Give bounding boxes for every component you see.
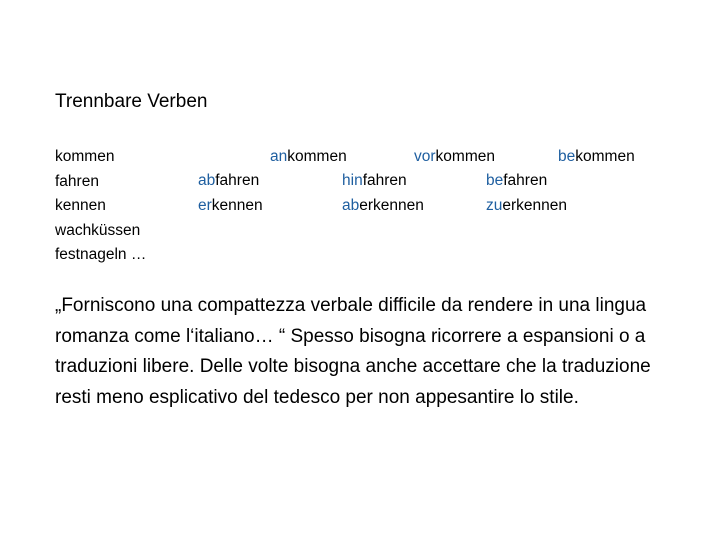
verb-stem: kommen xyxy=(575,148,635,165)
verb-stem: erkennen xyxy=(502,197,568,214)
compound-verb xyxy=(270,145,347,169)
base-verb-list xyxy=(55,145,146,268)
compound-verb xyxy=(198,169,259,193)
base-verb: kennen xyxy=(55,197,106,214)
compound-verb xyxy=(198,194,263,218)
verb-prefix: ab xyxy=(198,172,216,189)
base-verb: fahren xyxy=(55,172,99,190)
verb-prefix: ab xyxy=(342,197,360,214)
verb-stem: kennen xyxy=(211,197,263,214)
compound-verb xyxy=(342,194,424,218)
quote-paragraph: „Forniscono una compattezza verbale difficile da rendere in una lingua romanza come l‘italiano… “ Spesso bisogna ricorrere a espansioni o a traduzioni libere. Delle volte bisogna anche accettare che la traduzione resti meno esplicativo del tedesco per non appesantire lo stile. xyxy=(55,295,651,408)
verb-stem: kommen xyxy=(287,148,347,165)
verb-prefix: an xyxy=(270,148,288,165)
verb-prefix: be xyxy=(558,148,576,165)
base-verb: kommen xyxy=(55,148,115,165)
compound-verb xyxy=(558,145,635,169)
slide-title: Trennbare Verben xyxy=(55,91,208,112)
verb-stem: kommen xyxy=(435,148,495,165)
base-verb: wachküssen xyxy=(55,221,141,239)
verb-stem: erkennen xyxy=(359,197,424,214)
verb-prefix: be xyxy=(486,172,504,189)
verb-stem: fahren xyxy=(215,172,260,189)
verb-prefix: hin xyxy=(342,172,363,189)
compound-verb xyxy=(342,169,407,193)
base-verb: festnageln … xyxy=(55,246,147,263)
compound-verb xyxy=(486,194,567,218)
verb-prefix: vor xyxy=(414,148,436,165)
compound-verb xyxy=(414,145,495,169)
verb-prefix: zu xyxy=(486,197,503,214)
verb-stem: fahren xyxy=(362,172,407,189)
compound-verb xyxy=(486,169,547,193)
verb-prefix: er xyxy=(198,197,212,214)
verb-stem: fahren xyxy=(503,172,548,189)
